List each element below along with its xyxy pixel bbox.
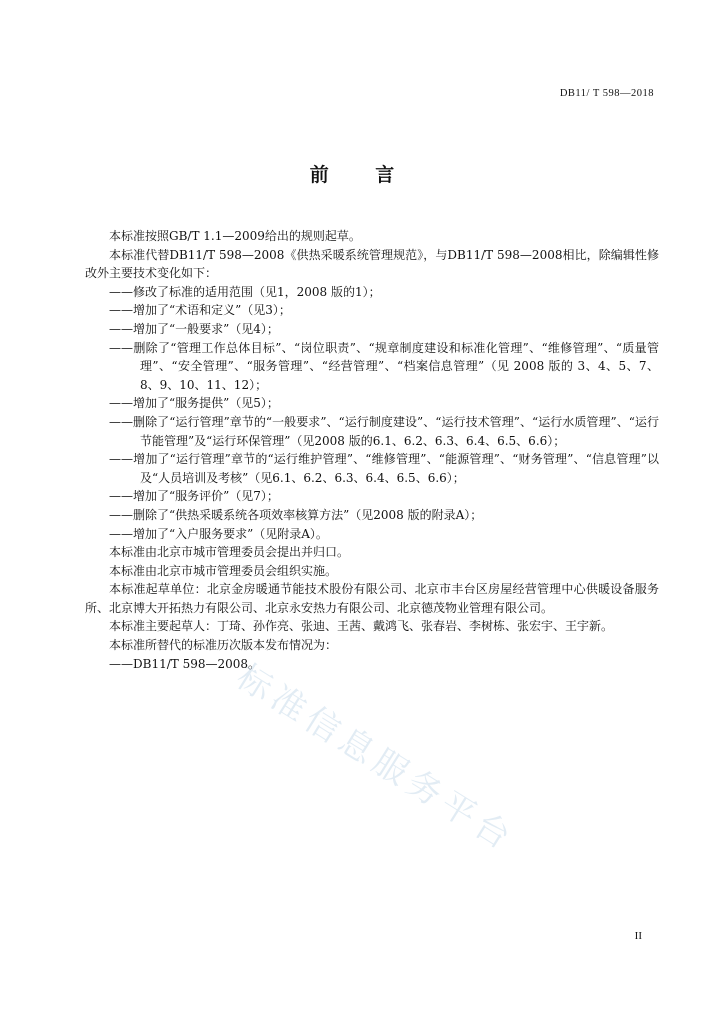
document-body <box>85 227 659 673</box>
change-item: ——增加了“服务提供”（见5）； <box>109 396 279 411</box>
paragraph-drafters: 本标准主要起草人：丁琦、孙作亮、张迪、王茜、戴鸿飞、张春岩、李树栋、张宏宇、王宇新。 <box>109 619 614 634</box>
change-item: ——增加了“入户服务要求”（见附录A）。 <box>109 526 328 541</box>
history-item: ——DB11/T 598—2008。 <box>109 656 261 671</box>
standard-code: DB11/ T 598—2018 <box>559 88 654 99</box>
page-number: II <box>634 930 642 942</box>
change-item: ——增加了“一般要求”（见4）； <box>109 321 279 336</box>
paragraph-history: 本标准所替代的标准历次版本发布情况为： <box>109 638 338 653</box>
change-item: ——增加了“服务评价”（见7）； <box>109 489 279 504</box>
paragraph-implementer: 本标准由北京市城市管理委员会组织实施。 <box>109 563 338 578</box>
change-item: ——修改了标准的适用范围（见1，2008 版的1）； <box>109 284 381 299</box>
change-item: ——增加了“术语和定义”（见3）； <box>109 303 291 318</box>
page-title: 前 言 <box>309 164 415 186</box>
change-item: ——删除了“供热采暖系统各项效率核算方法”（见2008 版的附录A）； <box>109 507 483 522</box>
paragraph-drafting-units: 本标准起草单位：北京金房暖通节能技术股份有限公司、北京市丰台区房屋经营管理中心供暖设备服务所、北京博大开拓热力有限公司、北京永安热力有限公司、北京德茂物业管理有限公司。 <box>85 582 659 615</box>
change-item: ——删除了“管理工作总体目标”、“岗位职责”、“规章制度建设和标准化管理”、“维修管理”、“质量管理”、“安全管理”、“服务管理”、“经营管理”、“档案信息管理”（见 2008 版的 3、4、5、7、8、9、10、11、12）； <box>109 340 659 392</box>
change-item: ——删除了“运行管理”章节的“一般要求”、“运行制度建设”、“运行技术管理”、“运行水质管理”、“运行节能管理”及“运行环保管理”（见2008 版的6.1、6.2、6.3、6.4、6.5、6.6）； <box>109 414 659 448</box>
change-item: ——增加了“运行管理”章节的“运行维护管理”、“维修管理”、“能源管理”、“财务管理”、“信息管理”以及“人员培训及考核”（见6.1、6.2、6.3、6.4、6.5、6.6）； <box>109 452 659 485</box>
watermark: 标准信息服务平台 <box>229 656 523 861</box>
paragraph-replacement: 本标准代替DB11/T 598—2008《供热采暖系统管理规范》，与DB11/T 598—2008相比，除编辑性修改外主要技术变化如下： <box>85 247 659 281</box>
paragraph-drafting-rules: 本标准按照GB/T 1.1—2009给出的规则起草。 <box>109 229 361 243</box>
paragraph-proposer: 本标准由北京市城市管理委员会提出并归口。 <box>109 545 350 560</box>
